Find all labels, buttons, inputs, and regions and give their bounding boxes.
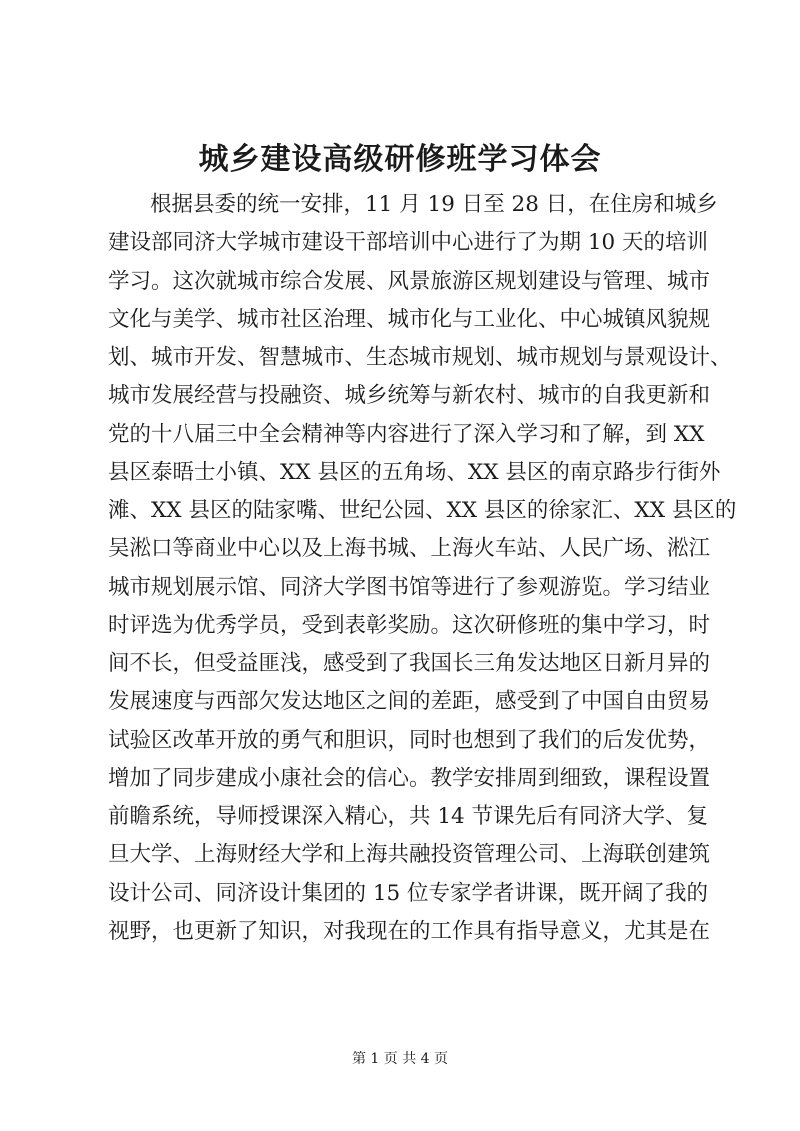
body-line: 根据县委的统一安排，11 月 19 日至 28 日，在住房和城乡	[150, 192, 718, 217]
body-line: 视野，也更新了知识，对我现在的工作具有指导意义，尤其是在	[108, 918, 711, 944]
body-line: 学习。这次就城市综合发展、风景旅游区规划建设与管理、城市	[108, 268, 711, 294]
body-line: 前瞻系统，导师授课深入精心，共 14 节课先后有同济大学、复	[108, 804, 709, 829]
body-line: 时评选为优秀学员，受到表彰奖励。这次研修班的集中学习，时	[108, 612, 711, 638]
body-line: 城市发展经营与投融资、城乡统筹与新农村、城市的自我更新和	[108, 383, 711, 409]
body-line: 划、城市开发、智慧城市、生态城市规划、城市规划与景观设计、	[108, 345, 732, 370]
body-line: 试验区改革开放的勇气和胆识，同时也想到了我们的后发优势，	[108, 727, 711, 753]
body-line: 建设部同济大学城市建设干部培训中心进行了为期 10 天的培训	[108, 230, 709, 256]
body-line: 县区泰晤士小镇、XX 县区的五角场、XX 县区的南京路步行街外	[108, 459, 721, 485]
page-footer: 第 1 页 共 4 页	[351, 1051, 449, 1067]
body-line: 滩、XX 县区的陆家嘴、世纪公园、XX 县区的徐家汇、XX 县区的	[108, 498, 737, 523]
body-line: 旦大学、上海财经大学和上海共融投资管理公司、上海联创建筑	[108, 842, 711, 868]
body-line: 设计公司、同济设计集团的 15 位专家学者讲课，既开阔了我的	[108, 880, 709, 906]
body-line: 增加了同步建成小康社会的信心。教学安排周到细致，课程设置	[108, 765, 711, 791]
document-title: 城乡建设高级研修班学习体会	[198, 142, 602, 177]
document-body	[108, 186, 737, 951]
body-line: 党的十八届三中全会精神等内容进行了深入学习和了解，到 XX	[108, 421, 705, 447]
body-line: 城市规划展示馆、同济大学图书馆等进行了参观游览。学习结业	[108, 574, 711, 600]
body-line: 文化与美学、城市社区治理、城市化与工业化、中心城镇风貌规	[108, 306, 711, 332]
body-line: 间不长，但受益匪浅，感受到了我国长三角发达地区日新月异的	[108, 651, 711, 676]
body-line: 发展速度与西部欠发达地区之间的差距，感受到了中国自由贸易	[108, 689, 711, 715]
body-line: 吴淞口等商业中心以及上海书城、上海火车站、人民广场、淞江	[108, 536, 711, 562]
